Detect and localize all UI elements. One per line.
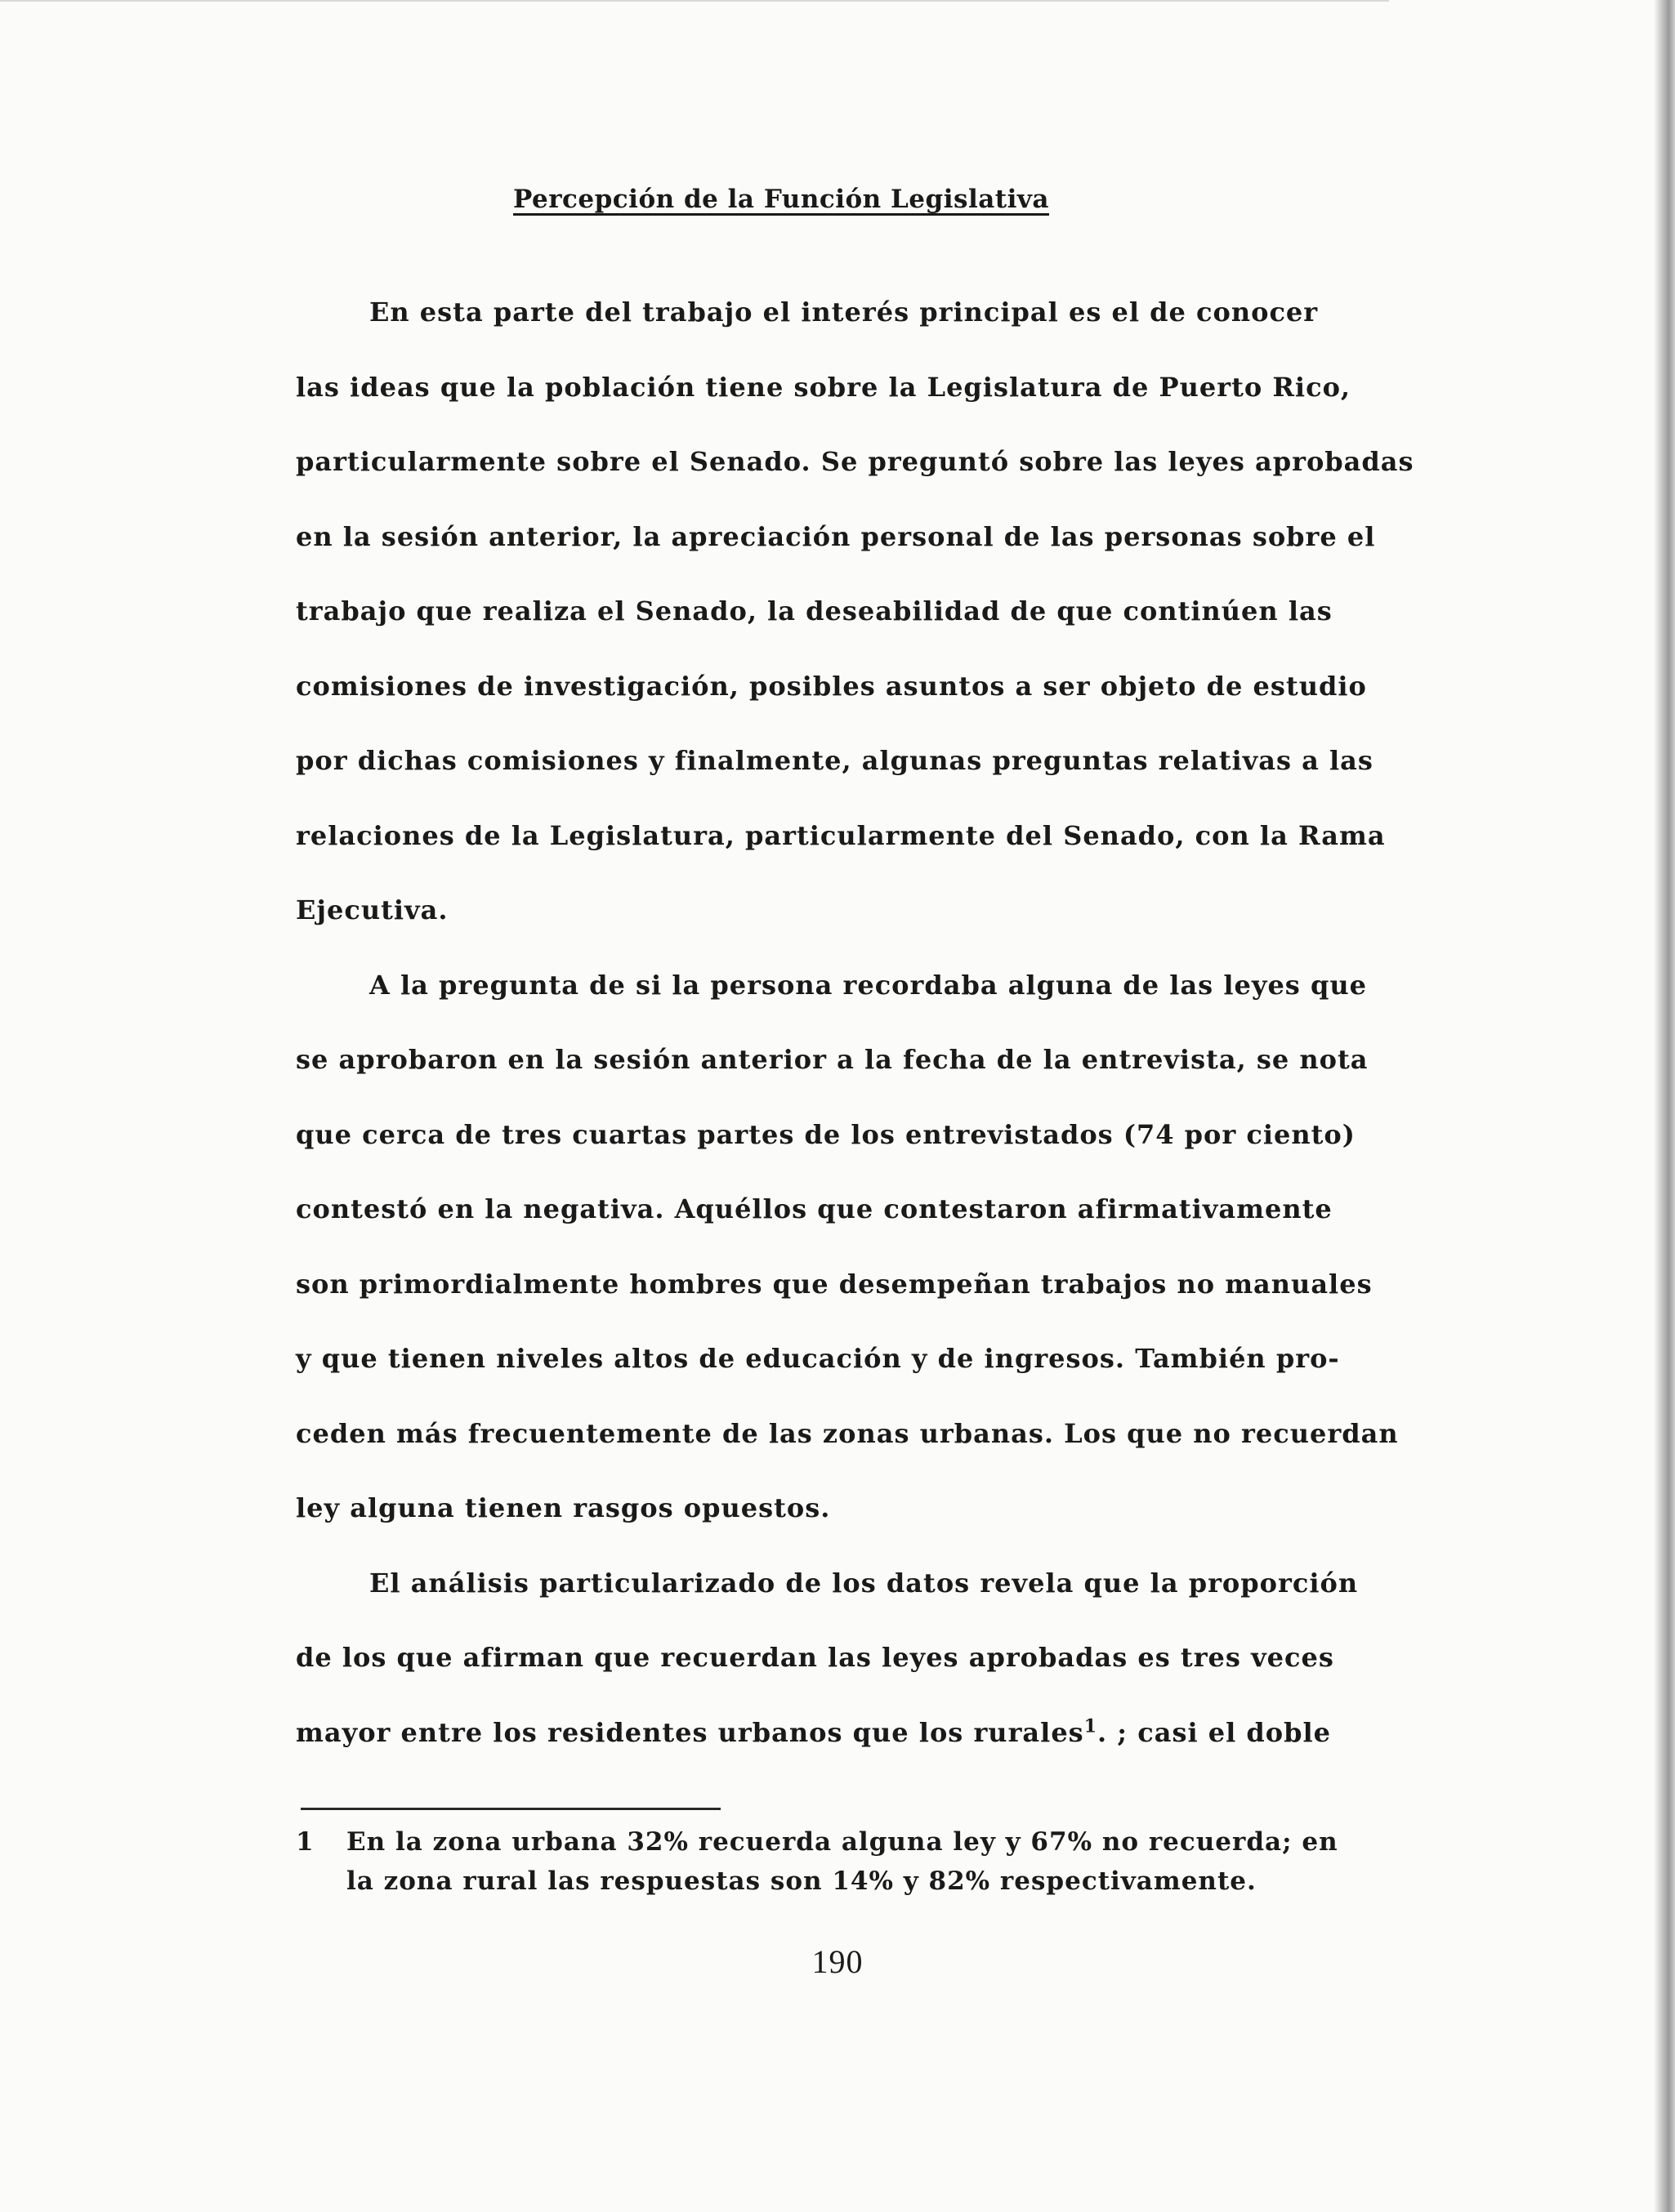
section-title: Percepción de la Función Legislativa xyxy=(513,185,1049,214)
top-edge-rule xyxy=(0,0,1389,2)
paragraph-2-line-2: se aprobaron en la sesión anterior a la fecha de la entrevista, se nota xyxy=(296,1044,1369,1075)
paragraph-1-line-7: por dichas comisiones y finalmente, algunas preguntas relativas a las xyxy=(296,745,1374,776)
footnote-line-1: En la zona urbana 32% recuerda alguna ley y 67% no recuerda; en xyxy=(346,1827,1338,1857)
paragraph-2-line-6: y que tienen niveles altos de educación y de ingresos. También pro- xyxy=(296,1343,1340,1374)
paragraph-1-line-8: relaciones de la Legislatura, particularmente del Senado, con la Rama xyxy=(296,819,1386,851)
paragraph-2-line-7: ceden más frecuentemente de las zonas urbanas. Los que no recuerdan xyxy=(296,1417,1399,1449)
paragraph-1-line-4: en la sesión anterior, la apreciación personal de las personas sobre el xyxy=(296,520,1376,552)
paragraph-3-line-3 xyxy=(296,1716,1456,1791)
paragraph-1-line-1: En esta parte del trabajo el interés principal es el de conocer xyxy=(369,297,1319,328)
paragraph-1-line-3: particularmente sobre el Senado. Se preguntó sobre las leyes aprobadas xyxy=(296,446,1414,477)
body-text xyxy=(296,296,1456,1791)
paragraph-1-line-6: comisiones de investigación, posibles asuntos a ser objeto de estudio xyxy=(296,670,1367,702)
paragraph-3-line-1: El análisis particularizado de los datos revela que la proporción xyxy=(369,1567,1359,1599)
paragraph-1-line-9: Ejecutiva. xyxy=(296,894,449,925)
footnote-line-2: la zona rural las respuestas son 14% y 82% respectivamente. xyxy=(346,1866,1257,1896)
footnote xyxy=(296,1827,1456,1906)
paragraph-2-line-4: contestó en la negativa. Aquéllos que contestaron afirmativamente xyxy=(296,1193,1333,1224)
page-number: 190 xyxy=(811,1943,864,1980)
paragraph-2-line-1: A la pregunta de si la persona recordaba alguna de las leyes que xyxy=(369,969,1367,1001)
paragraph-2-line-5: son primordialmente hombres que desempeñan trabajos no manuales xyxy=(296,1268,1373,1300)
paragraph-2-line-8: ley alguna tienen rasgos opuestos. xyxy=(296,1492,831,1523)
paragraph-3-line-3-tail: . ; casi el doble xyxy=(1097,1716,1332,1748)
paragraph-3-line-3-text: mayor entre los residentes urbanos que los rurales xyxy=(296,1716,1084,1748)
page-edge-shadow xyxy=(1654,0,1675,2212)
footnote-separator xyxy=(301,1808,721,1810)
footnote-marker: 1 xyxy=(296,1827,315,1857)
footnote-reference: 1 xyxy=(1083,1715,1097,1737)
paragraph-3-line-2: de los que afirman que recuerdan las leyes aprobadas es tres veces xyxy=(296,1642,1334,1673)
paragraph-1-line-5: trabajo que realiza el Senado, la deseabilidad de que continúen las xyxy=(296,595,1333,627)
paragraph-1-line-2: las ideas que la población tiene sobre la Legislatura de Puerto Rico, xyxy=(296,371,1351,403)
paragraph-2-line-3: que cerca de tres cuartas partes de los entrevistados (74 por ciento) xyxy=(296,1118,1356,1150)
